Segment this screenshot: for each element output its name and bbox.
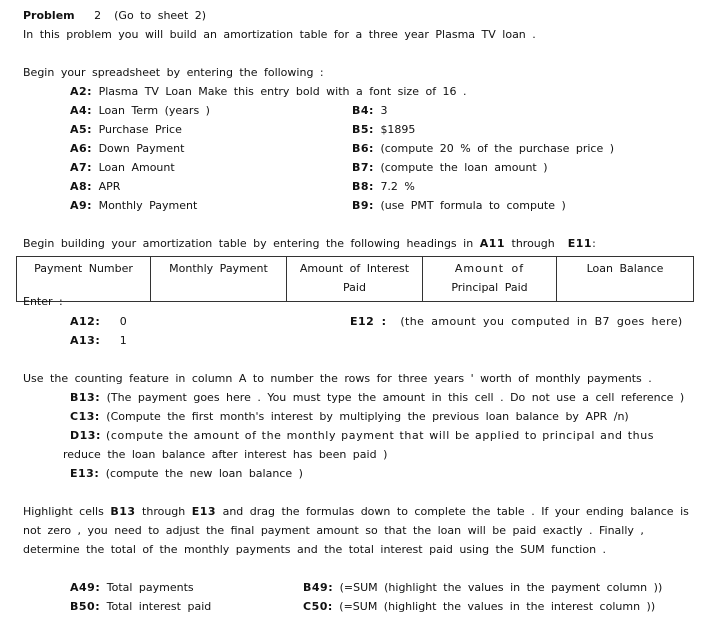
entry-e12: E12 : (the amount you computed in B7 goes here) bbox=[350, 315, 683, 328]
counting-instruction: Use the counting feature in column A to number the rows for three years ' worth of monthly payments . bbox=[23, 372, 652, 385]
highlight-line-3: determine the total of the monthly payments and the total interest paid using the SUM function . bbox=[23, 543, 607, 556]
problem-title: Problem bbox=[23, 9, 75, 22]
entry-a6: A6: Down Payment bbox=[70, 142, 185, 155]
entry-a8: A8: APR bbox=[70, 180, 121, 193]
enter-label: Enter : bbox=[23, 295, 63, 308]
entry-b5: B5: $1895 bbox=[352, 123, 416, 136]
entry-d13-continued: reduce the loan balance after interest has been paid ) bbox=[63, 448, 388, 461]
entry-b50: B50: Total interest paid bbox=[70, 600, 212, 613]
entry-e13: E13: (compute the new loan balance ) bbox=[70, 467, 303, 480]
entry-a9: A9: Monthly Payment bbox=[70, 199, 198, 212]
entry-b7: B7: (compute the loan amount ) bbox=[352, 161, 548, 174]
begin-instruction: Begin your spreadsheet by entering the following : bbox=[23, 66, 324, 79]
heading-monthly-payment: Monthly Payment bbox=[151, 257, 287, 302]
entry-a49: A49: Total payments bbox=[70, 581, 194, 594]
entry-b13: B13: (The payment goes here . You must type the amount in this cell . Do not use a cell reference ) bbox=[70, 391, 685, 404]
entry-b4: B4: 3 bbox=[352, 104, 388, 117]
heading-interest-paid: Amount of Interest Paid bbox=[287, 257, 423, 302]
headings-table bbox=[16, 256, 694, 302]
entry-a12: A12: 0 bbox=[70, 315, 127, 328]
sheet-note: (Go to sheet 2) bbox=[114, 9, 207, 22]
entry-c50: C50: (=SUM (highlight the values in the interest column )) bbox=[303, 600, 656, 613]
entry-a4: A4: Loan Term (years ) bbox=[70, 104, 210, 117]
entry-b6: B6: (compute 20 % of the purchase price ) bbox=[352, 142, 614, 155]
entry-a7: A7: Loan Amount bbox=[70, 161, 175, 174]
heading-payment-number: Payment Number bbox=[17, 257, 151, 302]
problem-header bbox=[23, 9, 206, 23]
entry-c13: C13: (Compute the first month's interest by multiplying the previous loan balance by APR /n) bbox=[70, 410, 629, 423]
highlight-line-2: not zero , you need to adjust the final payment amount so that the loan will be paid exactly . Finally , bbox=[23, 524, 644, 537]
heading-loan-balance: Loan Balance bbox=[557, 257, 694, 302]
entry-a13: A13: 1 bbox=[70, 334, 127, 347]
highlight-line-1: Highlight cells B13 through E13 and drag the formulas down to complete the table . If your ending balance is bbox=[23, 505, 689, 518]
table-instruction: Begin building your amortization table by entering the following headings in A11 through E11: bbox=[23, 237, 596, 250]
entry-b9: B9: (use PMT formula to compute ) bbox=[352, 199, 566, 212]
entry-b8: B8: 7.2 % bbox=[352, 180, 415, 193]
entry-a5: A5: Purchase Price bbox=[70, 123, 182, 136]
entry-d13: D13: (compute the amount of the monthly payment that will be applied to principal and thus bbox=[70, 429, 655, 442]
problem-number: 2 bbox=[94, 9, 102, 22]
entry-b49: B49: (=SUM (highlight the values in the payment column )) bbox=[303, 581, 663, 594]
problem-intro: In this problem you will build an amortization table for a three year Plasma TV loan . bbox=[23, 28, 536, 41]
heading-principal-paid: Amount of Principal Paid bbox=[423, 257, 557, 302]
entry-a2: A2: Plasma TV Loan Make this entry bold with a font size of 16 . bbox=[70, 85, 467, 98]
